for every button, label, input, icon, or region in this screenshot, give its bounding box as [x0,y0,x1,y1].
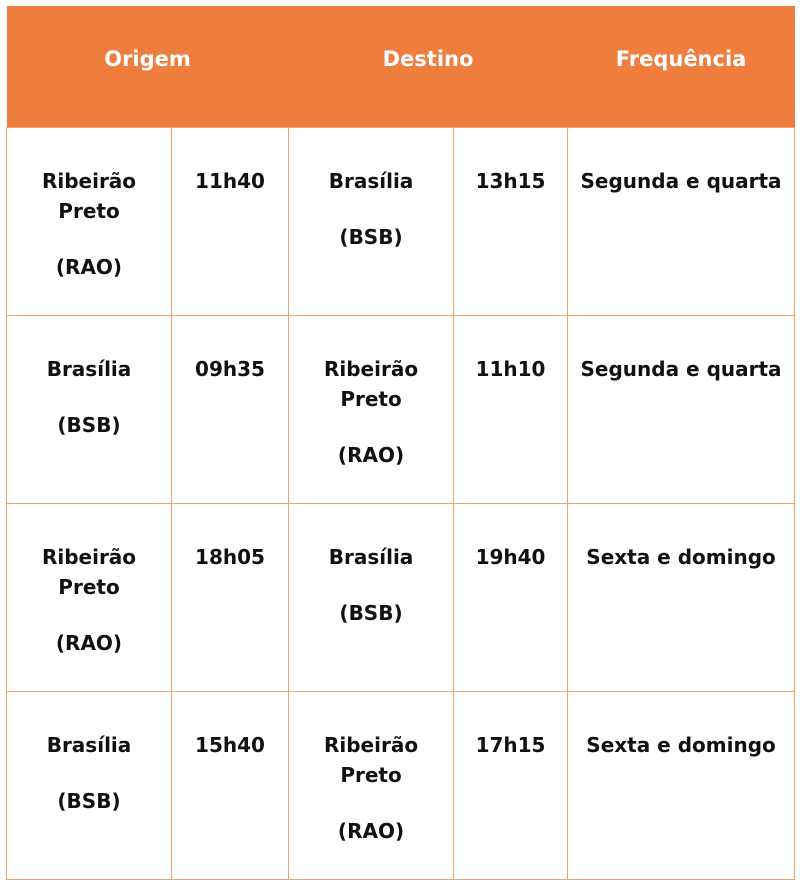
departure-time: 18h05 [172,503,289,691]
frequency-cell: Sexta e domingo [568,503,795,691]
origin-code: (BSB) [57,412,121,437]
destination-name: Brasília [328,544,414,569]
arrival-time: 19h40 [454,503,568,691]
destination-column-header: Destino [289,6,568,127]
table-header [7,6,795,127]
table-row [7,691,795,879]
frequency-cell: Segunda e quarta [568,315,795,503]
origin-cell [7,503,172,691]
origin-name: Brasília [46,732,132,757]
origin-name: Ribeirão Preto [41,544,137,599]
frequency-cell: Sexta e domingo [568,691,795,879]
origin-name: Ribeirão Preto [41,168,137,223]
table-row [7,127,795,315]
departure-time: 11h40 [172,127,289,315]
table-row [7,503,795,691]
departure-time: 09h35 [172,315,289,503]
origin-cell [7,315,172,503]
departure-time: 15h40 [172,691,289,879]
origin-cell [7,127,172,315]
destination-name: Brasília [328,168,414,193]
arrival-time: 13h15 [454,127,568,315]
header-row [7,6,795,127]
destination-cell [289,127,454,315]
destination-name: Ribeirão Preto [323,356,419,411]
origin-code: (RAO) [55,254,123,279]
table-body [7,127,795,880]
destination-code: (RAO) [337,442,405,467]
frequency-column-header: Frequência [568,6,795,127]
destination-code: (BSB) [339,600,403,625]
origin-cell [7,691,172,879]
destination-name: Ribeirão Preto [323,732,419,787]
arrival-time: 11h10 [454,315,568,503]
destination-code: (RAO) [337,818,405,843]
destination-cell [289,315,454,503]
destination-code: (BSB) [339,224,403,249]
arrival-time: 17h15 [454,691,568,879]
origin-code: (BSB) [57,788,121,813]
frequency-cell: Segunda e quarta [568,127,795,315]
origin-column-header: Origem [7,6,289,127]
destination-cell [289,503,454,691]
origin-code: (RAO) [55,630,123,655]
flight-schedule-table [6,6,795,880]
origin-name: Brasília [46,356,132,381]
table-row [7,315,795,503]
destination-cell [289,691,454,879]
